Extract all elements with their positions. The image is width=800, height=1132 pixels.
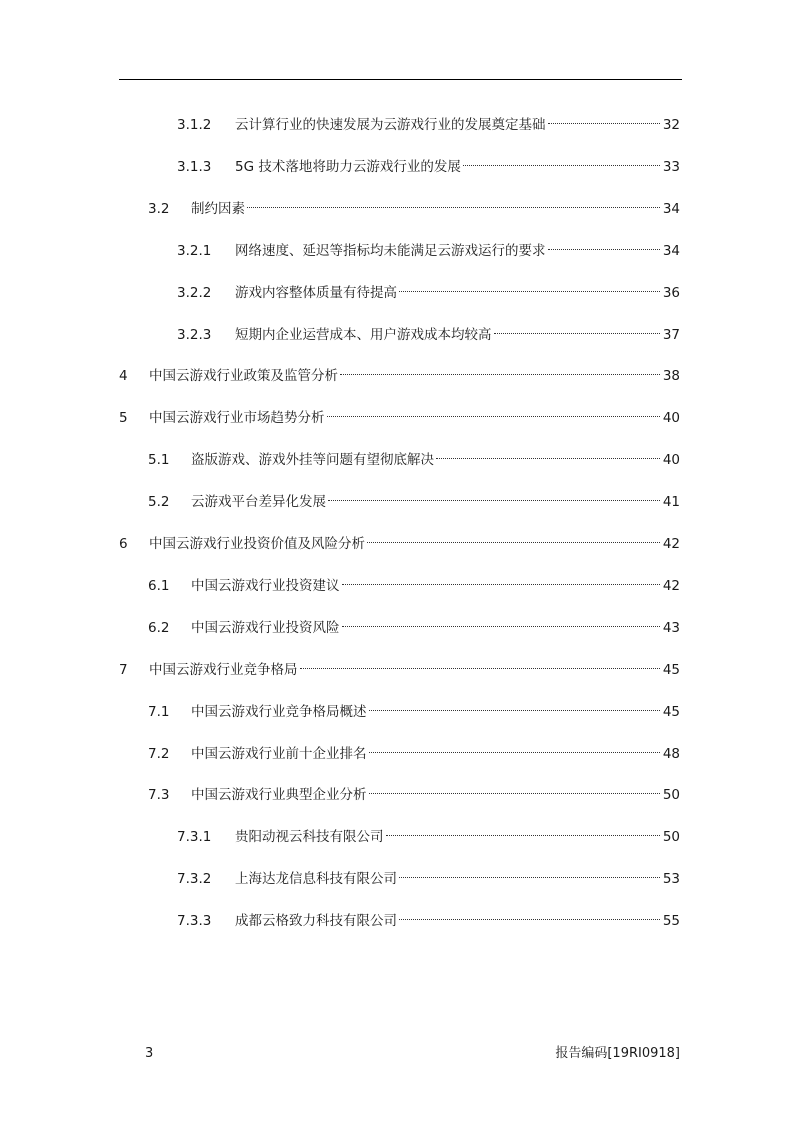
toc-entry-page: 41 <box>662 494 680 511</box>
toc-entry[interactable] <box>177 819 680 846</box>
toc-entry[interactable] <box>148 777 680 804</box>
toc-entry[interactable] <box>177 275 680 301</box>
toc-entry-title: 上海达龙信息科技有限公司 <box>235 871 397 888</box>
toc-entry-page: 45 <box>662 703 680 720</box>
toc-entry-number: 4 <box>119 368 128 385</box>
toc-entry-number: 5.1 <box>148 452 170 469</box>
toc-dot-leader <box>436 442 660 464</box>
toc-entry-page: 48 <box>662 745 680 762</box>
toc-dot-leader <box>328 484 660 506</box>
toc-entry-number: 7.1 <box>148 703 170 720</box>
toc-dot-leader <box>548 107 660 129</box>
toc-entry-number: 5.2 <box>148 494 170 511</box>
toc-entry-number: 7.3 <box>148 787 170 804</box>
header-rule <box>119 79 682 80</box>
toc-entry-title: 中国云游戏行业前十企业排名 <box>191 745 367 762</box>
toc-entry-number: 7.3.2 <box>177 871 212 888</box>
toc-entry-number: 6.2 <box>148 619 170 636</box>
toc-entry-number: 6 <box>119 536 128 552</box>
toc-dot-leader <box>369 777 660 799</box>
toc-entry-page: 33 <box>662 158 680 175</box>
toc-entry[interactable] <box>148 568 680 594</box>
toc-entry-title: 短期内企业运营成本、用户游戏成本均较高 <box>235 326 492 343</box>
toc-entry-page: 38 <box>662 368 680 385</box>
toc-entry-page: 36 <box>662 284 680 301</box>
toc-dot-leader <box>340 358 660 380</box>
toc-entry-page: 53 <box>662 871 680 888</box>
toc-entry-page: 43 <box>662 619 680 636</box>
toc-entry-page: 55 <box>662 913 680 930</box>
toc-entry-page: 42 <box>662 577 680 594</box>
toc-entry[interactable] <box>119 358 680 385</box>
toc-entry-number: 5 <box>119 410 128 427</box>
toc-entry-title: 中国云游戏行业市场趋势分析 <box>149 410 325 427</box>
toc-entry[interactable] <box>119 652 680 678</box>
toc-entry[interactable] <box>177 861 680 888</box>
toc-entry-title: 中国云游戏行业典型企业分析 <box>191 787 367 804</box>
toc-entry-page: 50 <box>662 787 680 804</box>
toc-entry[interactable] <box>177 903 680 930</box>
toc-entry-title: 成都云格致力科技有限公司 <box>235 913 397 930</box>
toc-dot-leader <box>399 903 660 925</box>
toc-entry-title: 网络速度、延迟等指标均未能满足云游戏运行的要求 <box>235 242 546 259</box>
toc-entry-title: 云计算行业的快速发展为云游戏行业的发展奠定基础 <box>235 117 546 133</box>
toc-entry-page: 42 <box>662 536 680 552</box>
toc-entry-number: 3.1.2 <box>177 117 212 133</box>
toc-entry-page: 40 <box>662 452 680 469</box>
toc-entry[interactable] <box>148 736 680 762</box>
toc-dot-leader <box>399 275 660 297</box>
toc-entry-page: 45 <box>662 661 680 678</box>
toc-dot-leader <box>548 233 660 255</box>
toc-entry-title: 5G 技术落地将助力云游戏行业的发展 <box>235 158 461 175</box>
toc-entry-title: 中国云游戏行业投资建议 <box>191 577 340 594</box>
toc-entry-number: 3.2 <box>148 200 170 217</box>
toc-entry[interactable] <box>177 107 680 133</box>
toc-entry-number: 3.1.3 <box>177 158 212 175</box>
toc-dot-leader <box>463 149 660 171</box>
toc-entry[interactable] <box>177 317 680 343</box>
toc-entry-number: 3.2.2 <box>177 284 212 301</box>
toc-entry-title: 制约因素 <box>191 200 245 217</box>
toc-entry-number: 7.3.3 <box>177 913 212 930</box>
toc-dot-leader <box>300 652 660 674</box>
toc-dot-leader <box>342 610 660 632</box>
toc-entry-title: 中国云游戏行业竞争格局 <box>149 661 298 678</box>
toc-entry[interactable] <box>177 149 680 175</box>
toc-dot-leader <box>367 526 660 548</box>
toc-entry-number: 7 <box>119 661 128 678</box>
toc-entry[interactable] <box>148 191 680 217</box>
toc-entry-title: 盗版游戏、游戏外挂等问题有望彻底解决 <box>191 452 434 469</box>
toc-dot-leader <box>399 861 660 883</box>
toc-entry-number: 7.2 <box>148 745 170 762</box>
toc-entry[interactable] <box>148 610 680 636</box>
toc-entry-number: 6.1 <box>148 577 170 594</box>
toc-entry[interactable] <box>148 442 680 469</box>
toc-dot-leader <box>247 191 660 213</box>
toc-dot-leader <box>386 819 660 841</box>
toc-entry-number: 3.2.1 <box>177 242 212 259</box>
toc-entry-title: 中国云游戏行业竞争格局概述 <box>191 703 367 720</box>
toc-dot-leader <box>369 736 660 758</box>
report-code: 报告编码[19RI0918] <box>555 1046 680 1061</box>
page-number: 3 <box>145 1046 154 1061</box>
toc-entry-title: 中国云游戏行业投资风险 <box>191 619 340 636</box>
toc-entry-page: 50 <box>662 829 680 846</box>
toc-entry[interactable] <box>148 694 680 720</box>
toc-entry-number: 3.2.3 <box>177 326 212 343</box>
toc-entry-title: 中国云游戏行业投资价值及风险分析 <box>149 536 365 552</box>
toc-entry-title: 中国云游戏行业政策及监管分析 <box>149 368 338 385</box>
toc-entry-title: 贵阳动视云科技有限公司 <box>235 829 384 846</box>
toc-entry-title: 游戏内容整体质量有待提高 <box>235 284 397 301</box>
toc-entry[interactable] <box>177 233 680 259</box>
toc-entry-page: 34 <box>662 242 680 259</box>
toc-dot-leader <box>369 694 660 716</box>
toc-dot-leader <box>494 317 660 339</box>
toc-dot-leader <box>327 400 660 422</box>
toc-entry-title: 云游戏平台差异化发展 <box>191 494 326 511</box>
toc-entry[interactable] <box>119 526 680 552</box>
toc-entry-page: 32 <box>662 117 680 133</box>
toc-entry-page: 40 <box>662 410 680 427</box>
toc-entry-number: 7.3.1 <box>177 829 212 846</box>
toc-entry-page: 34 <box>662 200 680 217</box>
toc-entry[interactable] <box>119 400 680 427</box>
toc-dot-leader <box>342 568 660 590</box>
toc-entry-page: 37 <box>662 326 680 343</box>
toc-entry[interactable] <box>148 484 680 511</box>
